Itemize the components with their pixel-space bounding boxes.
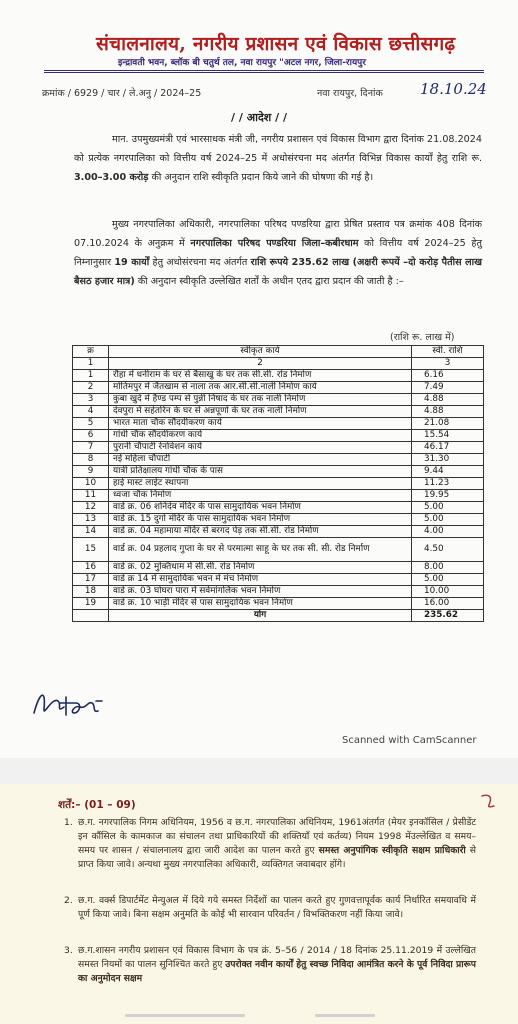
row-work: वार्ड क्र. 02 मुक्तिधाम में सी.सी. रोड निर्माण xyxy=(109,562,412,574)
works-table xyxy=(72,345,484,622)
total-amount: 235.62 xyxy=(412,610,484,622)
paragraph-sanction xyxy=(74,215,482,291)
para1-text-1: मान. उपमुख्यमंत्री एवं भारसाधक मंत्री जी, नगरीय प्रशासन एवं विकास विभाग द्वारा दिनांक 21.08.2024 को प्रत्येक नगरपालिका को वित्तीय वर्ष 2024–25 में अधोसंरचना मद अंतर्गत विभिन्न विकास कार्यों हेतु राशि रू. xyxy=(74,134,482,164)
header-divider-secondary xyxy=(44,72,484,73)
row-work: रौहा में धनीराम के घर से बैसाखु के घर तक सी.सी. रोड निर्माण xyxy=(109,370,412,382)
unit-note: (राशि रू. लाख में) xyxy=(390,332,455,343)
row-work: वार्ड क्र. 04 प्रहलाद गुप्ता के घर से परमात्मा साहू के घर तक सी. सी. रोड निर्माण xyxy=(109,538,412,562)
condition-item-1 xyxy=(64,816,477,872)
condition-number: 1. xyxy=(64,817,73,828)
para2-text-2: को वित्तीय वर्ष 2024–25 हेतु निम्नानुसार xyxy=(74,238,482,268)
row-serial: 10 xyxy=(73,478,109,490)
row-serial: 15 xyxy=(73,538,109,562)
header-work: स्वीकृत कार्य xyxy=(109,346,412,358)
condition-text: छ.ग. वर्क्स डिपार्टमेंट मेन्युअल में दिये गये समस्त निर्देशों का पालन करते हुए गुणवत्तापूर्वक कार्य निर्धारित समयावधि में पूर्ण किया जावे। बिना सक्षम अनुमति के कोई भी सारवान परिवर्तन / विभक्तिकरण नहीं किया जावे। xyxy=(78,895,476,920)
condition-text: छ.ग.शासन नगरीय प्रशासन एवं विकास विभाग के पत्र क्रं. 5–56 / 2014 / 18 दिनांक 25.11.2019 में उल्लेखित समस्त नियमों का पालन सुनिश्चित करते हुए xyxy=(78,945,476,970)
table-row xyxy=(73,574,484,586)
header-serial: क्र xyxy=(73,346,109,358)
table-row xyxy=(73,430,484,442)
row-amount: 19.95 xyxy=(412,490,484,502)
row-serial: 3 xyxy=(73,394,109,406)
row-serial: 18 xyxy=(73,586,109,598)
row-work: वार्ड क्र. 10 भाड़ी मंदिर से पास सामुदायिक भवन निर्माण xyxy=(109,598,412,610)
table-row xyxy=(73,538,484,562)
para2-bold-amount: राशि रूपये 235.62 लाख (अक्षरी रूपयें –दो करोड़ पैतीस लाख बैसठ हजार मात्र) xyxy=(74,257,482,287)
row-amount: 4.88 xyxy=(412,394,484,406)
para2-text-4: की अनुदान स्वीकृति उल्लेखित शर्तों के अधीन एतद द्वारा प्रदान की जाती है :– xyxy=(137,276,404,287)
row-work: यात्री प्रतिक्षालय गांधी चौक के पास xyxy=(109,466,412,478)
condition-text: छ.ग. नगरपालिक निगम अधिनियम, 1956 व छ.ग. नगरपालिका अधिनियम, 1961अंतर्गत (मेयर इनकॉसिल / प्रेसीडेंट इन कौंसिल के कामकाज का संचालन तथा प्राधिकारियों की शक्तियाँ एवं कर्तव्य) नियम 1998 मेंउल्लेखित व समय–समय पर शासन / संचालनालय द्वारा जारी आदेश का पालन करते हुए xyxy=(78,817,476,856)
row-amount: 5.00 xyxy=(412,514,484,526)
table-row xyxy=(73,514,484,526)
table-row xyxy=(73,418,484,430)
table-row xyxy=(73,382,484,394)
row-serial: 9 xyxy=(73,466,109,478)
signature-icon xyxy=(30,683,110,723)
table-total-row xyxy=(73,610,484,622)
condition-tail: से प्राप्त किया जावे। अन्यथा मुख्य नगरपालिका अधिकारी, व्यक्तिगत जवाबदार होंगे। xyxy=(78,845,477,870)
row-serial: 11 xyxy=(73,490,109,502)
table-row xyxy=(73,406,484,418)
row-serial: 2 xyxy=(73,382,109,394)
row-work: वार्ड क्र. 04 महामाया मंदिर से बरगद पेड़ तक सी.सी. रोड निर्माण xyxy=(109,526,412,538)
reference-line xyxy=(42,80,487,104)
total-blank xyxy=(73,610,109,622)
header-amount: स्वी. राशि xyxy=(412,346,484,358)
row-work: नई महिला चौपाटी xyxy=(109,454,412,466)
para2-bold-works: 19 कार्यों xyxy=(114,257,150,268)
place-date-label: नवा रायपुर, दिनांक xyxy=(317,88,383,99)
para2-bold-council: नगरपालिका परिषद पण्डरिया जिला–कबीरधाम xyxy=(190,238,359,249)
condition-number: 2. xyxy=(64,895,73,906)
handwritten-mark-icon xyxy=(478,792,498,812)
row-serial: 12 xyxy=(73,502,109,514)
condition-item-3 xyxy=(64,944,477,986)
table-row xyxy=(73,370,484,382)
para2-text-3: हेतु अधोसंरचना मद अंतर्गत xyxy=(152,257,248,268)
table-row xyxy=(73,526,484,538)
condition-bold: समस्त अनुपांगिक स्वीकृति सक्षम प्राधिकारी xyxy=(318,845,466,856)
condition-item-2 xyxy=(64,894,476,922)
row-amount: 6.16 xyxy=(412,370,484,382)
handwritten-date: 18.10.24 xyxy=(420,80,487,98)
table-row xyxy=(73,442,484,454)
table-row xyxy=(73,454,484,466)
row-amount: 8.00 xyxy=(412,562,484,574)
row-serial: 14 xyxy=(73,526,109,538)
row-work: कुबा खुर्द में हैण्ड पम्प से पुन्नी निषाद के घर तक नाली निर्माण xyxy=(109,394,412,406)
row-amount: 46.17 xyxy=(412,442,484,454)
page-gap xyxy=(0,758,518,784)
paragraph-announcement xyxy=(74,130,482,187)
row-serial: 4 xyxy=(73,406,109,418)
para1-text-2: की अनुदान राशि स्वीकृति प्रदान किये जाने की घोषणा की गई है। xyxy=(151,172,374,183)
conditions-heading: शर्तें:– (01 – 09) xyxy=(58,799,136,811)
row-work: गांधी चौक सौंदर्यीकरण कार्य xyxy=(109,430,412,442)
row-amount: 15.54 xyxy=(412,430,484,442)
row-work: वार्ड क्र. 15 दुर्गा मंदिर के पास सामुदायिक भवन निर्माण xyxy=(109,514,412,526)
row-serial: 5 xyxy=(73,418,109,430)
row-serial: 17 xyxy=(73,574,109,586)
row-serial: 16 xyxy=(73,562,109,574)
row-work: ध्वजा चौक निर्माण xyxy=(109,490,412,502)
row-amount: 11.23 xyxy=(412,478,484,490)
index-3: 3 xyxy=(412,358,484,370)
header-divider xyxy=(44,70,484,71)
row-amount: 4.88 xyxy=(412,406,484,418)
scanner-watermark: Scanned with CamScanner xyxy=(342,735,477,746)
row-serial: 19 xyxy=(73,598,109,610)
conditions-page xyxy=(0,784,518,1024)
row-amount: 21.08 xyxy=(412,418,484,430)
table-row xyxy=(73,466,484,478)
row-work: वार्ड क्र. 06 शनिदेव मंदिर के पास सामुदायिक भवन निर्माण xyxy=(109,502,412,514)
table-row xyxy=(73,598,484,610)
table-row xyxy=(73,586,484,598)
total-label: योग xyxy=(109,610,412,622)
row-work: भारत माता चौक सौंदर्यीकरण कार्य xyxy=(109,418,412,430)
index-1: 1 xyxy=(73,358,109,370)
table-row xyxy=(73,562,484,574)
row-amount: 9.44 xyxy=(412,466,484,478)
order-heading: / / आदेश / / xyxy=(231,111,287,124)
table-index-row xyxy=(73,358,484,370)
row-serial: 6 xyxy=(73,430,109,442)
condition-number: 3. xyxy=(64,945,73,956)
index-2: 2 xyxy=(109,358,412,370)
table-row xyxy=(73,394,484,406)
row-amount: 5.00 xyxy=(412,502,484,514)
row-amount: 5.00 xyxy=(412,574,484,586)
row-serial: 8 xyxy=(73,454,109,466)
department-title: संचालनालय, नगरीय प्रशासन एवं विकास छत्तीसगढ़ xyxy=(96,33,456,55)
reference-number: क्रमांक / 6929 / चार / ले.अनु / 2024–25 xyxy=(42,88,202,99)
table-row xyxy=(73,490,484,502)
row-serial: 13 xyxy=(73,514,109,526)
nav-bar-indicator xyxy=(125,1014,245,1017)
row-work: हाई मास्ट लाईट स्थापना xyxy=(109,478,412,490)
table-body xyxy=(73,370,484,610)
row-serial: 7 xyxy=(73,442,109,454)
table-row xyxy=(73,478,484,490)
row-amount: 4.50 xyxy=(412,538,484,562)
row-work: पुरानी चौपाटी रेनोवेशन कार्य xyxy=(109,442,412,454)
table-header-row xyxy=(73,346,484,358)
nav-bar-indicator-secondary xyxy=(315,1014,375,1017)
row-amount: 16.00 xyxy=(412,598,484,610)
row-amount: 4.00 xyxy=(412,526,484,538)
para1-bold-amount: 3.00–3.00 करोड़ xyxy=(74,172,149,183)
row-serial: 1 xyxy=(73,370,109,382)
row-work: वार्ड क्र. 03 घोघरा पारा में सर्वमांगलिक भवन निर्माण xyxy=(109,586,412,598)
table-row xyxy=(73,502,484,514)
row-work: देवपुरा में सहेतरिन के घर से अन्नपूर्णा के घर तक नाली निर्माण xyxy=(109,406,412,418)
row-amount: 10.00 xyxy=(412,586,484,598)
row-work: मोतिमपुर में जैतखाम से नाला तक आर.सी.सी.नाली निर्माण कार्य xyxy=(109,382,412,394)
department-address: इन्द्रावती भवन, ब्लॉक बी चतुर्थ तल, नवा रायपुर "अटल नगर, जिला-रायपुर xyxy=(118,58,366,68)
para2-text-1: मुख्य नगरपालिका अधिकारी, नगरपालिका परिषद पण्डरिया द्वारा प्रेषित प्रस्ताव पत्र क्रमांक 408 दिनांक 07.10.2024 के अनुक्रम में xyxy=(74,219,482,249)
row-work: वार्ड क्र 14 में सामुदायिक भवन में मंच निर्माण xyxy=(109,574,412,586)
row-amount: 31.30 xyxy=(412,454,484,466)
condition-bold: उपरोक्त नवीन कार्यों हेतु स्वच्छ निविदा आमंत्रित करने के पूर्व निविदा प्रारूप का अनुमोदन सक्षम xyxy=(78,959,477,984)
row-amount: 7.49 xyxy=(412,382,484,394)
